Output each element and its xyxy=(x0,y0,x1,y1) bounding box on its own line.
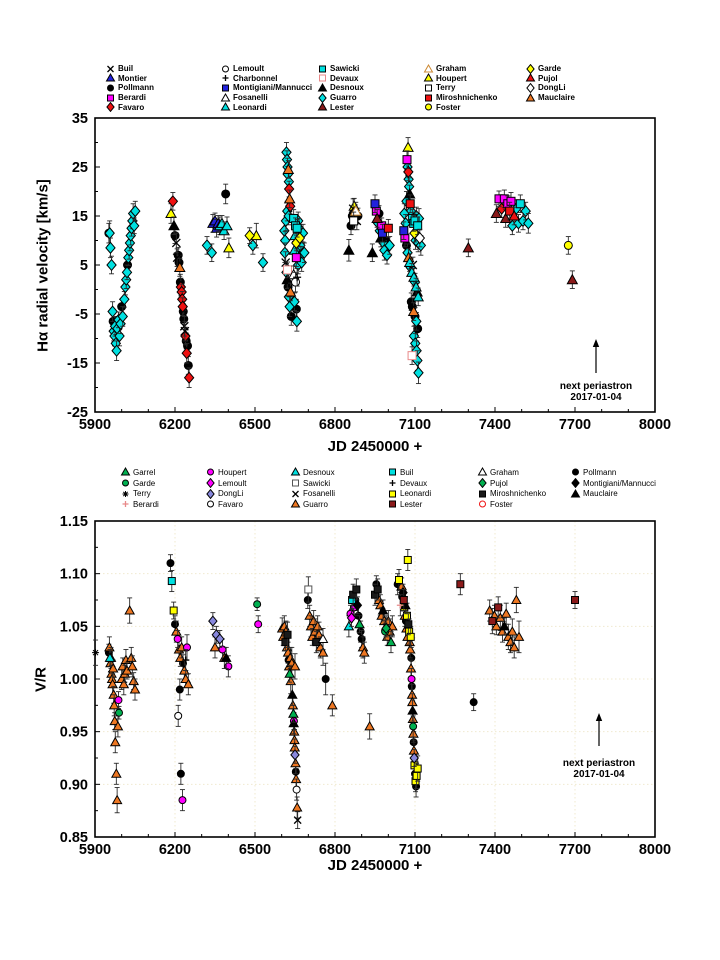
y-tick-label: -5 xyxy=(75,307,88,323)
legend-item-pujol xyxy=(477,478,546,489)
legend-label: Garrel xyxy=(133,467,156,477)
legend-item-montigianimannucci xyxy=(570,478,656,489)
vr-x-axis-title: JD 2450000 + xyxy=(327,857,423,874)
legend-item-guarro xyxy=(290,499,335,510)
legend-item-devaux xyxy=(387,478,431,489)
y-tick-label: 25 xyxy=(71,160,88,176)
asterisk-marker-icon xyxy=(120,489,132,499)
triangle-marker-icon xyxy=(317,83,329,93)
legend-item-graham xyxy=(423,64,497,74)
x-tick-label: 7400 xyxy=(478,417,512,433)
series-Terry xyxy=(92,640,99,665)
x-tick-label: 6500 xyxy=(238,842,272,858)
legend-item-terry xyxy=(120,488,159,499)
legend-label: Lester xyxy=(400,499,423,509)
legend-label: Lester xyxy=(330,102,355,112)
series-Favaro xyxy=(168,163,506,387)
x-tick-label: 8000 xyxy=(638,417,672,433)
y-tick-label: 0.95 xyxy=(59,724,88,741)
plus-marker-icon xyxy=(120,499,132,509)
square-marker-icon xyxy=(387,467,399,477)
legend-item-favaro xyxy=(105,102,154,112)
legend-label: Sawicki xyxy=(303,478,331,488)
legend-column xyxy=(317,64,364,112)
legend-item-montigianimannucci xyxy=(220,83,312,93)
legend-column xyxy=(220,64,312,112)
legend-label: Desnoux xyxy=(330,83,364,93)
legend-label: Favaro xyxy=(118,102,145,112)
x-tick-label: 7700 xyxy=(558,417,592,433)
legend-item-devaux xyxy=(317,74,364,84)
legend-item-garde xyxy=(525,64,575,74)
square-marker-icon xyxy=(290,478,302,488)
y-tick-label: -15 xyxy=(67,356,88,372)
legend-column xyxy=(105,64,154,112)
legend-label: Garde xyxy=(133,478,156,488)
plus-marker-icon xyxy=(387,478,399,488)
triangle-marker-icon xyxy=(290,499,302,509)
legend-label: Lemoult xyxy=(233,64,265,74)
y-tick-label: 0.90 xyxy=(59,777,88,794)
series-Guarro xyxy=(105,578,524,818)
y-tick-label: 5 xyxy=(79,258,88,274)
square-marker-icon xyxy=(423,93,435,103)
legend-label: Houpert xyxy=(218,467,247,477)
y-tick-label: 1.00 xyxy=(59,672,88,688)
legend-item-montier xyxy=(105,74,154,84)
legend-label: Terry xyxy=(436,83,456,93)
legend-label: Montigiani/Mannucci xyxy=(233,83,313,93)
legend-label: Miroshnichenko xyxy=(436,93,498,103)
legend-item-lester xyxy=(387,499,431,510)
legend-label: Terry xyxy=(133,489,151,499)
square-marker-icon xyxy=(477,489,489,499)
triangle-marker-icon xyxy=(423,73,435,83)
legend-item-miroshnichenko xyxy=(423,93,497,103)
series-Garrel xyxy=(285,616,395,722)
triangle-marker-icon xyxy=(220,102,232,112)
vr-plot xyxy=(0,455,720,885)
rv-x-axis-title: JD 2450000 + xyxy=(327,438,423,455)
triangle-marker-icon xyxy=(120,467,132,477)
y-tick-label: 1.05 xyxy=(59,619,88,636)
legend-item-buil xyxy=(387,467,431,478)
legend-item-terry xyxy=(423,83,497,93)
x-tick-label: 7100 xyxy=(398,842,432,858)
annotation-line1: next periastron xyxy=(559,381,633,392)
triangle-marker-icon xyxy=(423,64,435,74)
y-tick-label: -25 xyxy=(67,405,88,421)
triangle-marker-icon xyxy=(477,467,489,477)
legend-item-mauclaire xyxy=(570,488,656,499)
legend-item-graham xyxy=(477,467,546,478)
series-Mauclaire xyxy=(222,597,509,734)
legend-label: Montier xyxy=(118,73,147,83)
legend-label: Fosanelli xyxy=(303,489,336,499)
diamond-marker-icon xyxy=(205,489,217,499)
legend-label: Graham xyxy=(436,64,467,74)
legend-label: Pollmann xyxy=(118,83,155,93)
legend-item-pujol xyxy=(525,74,575,84)
legend-column xyxy=(387,467,431,510)
circle-marker-icon xyxy=(423,102,435,112)
vr-periastron-annotation xyxy=(529,758,669,780)
legend-item-garrel xyxy=(120,467,159,478)
legend-label: Sawicki xyxy=(330,64,360,74)
legend-label: Berardi xyxy=(133,499,159,509)
y-tick-label: 0.85 xyxy=(59,830,88,846)
square-marker-icon xyxy=(220,83,232,93)
square-marker-icon xyxy=(387,489,399,499)
legend-label: Pujol xyxy=(538,73,558,83)
legend-label: Houpert xyxy=(436,73,467,83)
legend-item-fosanelli xyxy=(290,488,335,499)
legend-item-pollmann xyxy=(570,467,656,478)
x-tick-label: 6800 xyxy=(318,417,352,433)
legend-column xyxy=(205,467,246,510)
x-tick-label: 7100 xyxy=(398,417,432,433)
triangle-marker-icon xyxy=(317,102,329,112)
triangle-marker-icon xyxy=(290,467,302,477)
circle-marker-icon xyxy=(205,467,217,477)
legend-item-lemoult xyxy=(220,64,312,74)
legend-label: DongLi xyxy=(218,489,244,499)
triangle-marker-icon xyxy=(570,489,582,499)
legend-label: Leonardi xyxy=(233,102,267,112)
vr-y-axis-title: V/R xyxy=(32,667,50,693)
legend-label: Pollmann xyxy=(583,467,617,477)
circle-marker-icon xyxy=(105,83,117,93)
x-tick-label: 6200 xyxy=(158,842,192,858)
y-tick-label: 35 xyxy=(71,111,88,127)
circle-marker-icon xyxy=(220,64,232,74)
legend-column xyxy=(120,467,159,510)
legend-item-desnoux xyxy=(290,467,335,478)
annotation-line2: 2017-01-04 xyxy=(570,392,622,403)
y-tick-label: 1.15 xyxy=(59,514,88,530)
legend-column xyxy=(570,467,656,499)
legend-label: Foster xyxy=(436,102,461,112)
legend-label: Leonardi xyxy=(400,489,432,499)
legend-item-leonardi xyxy=(387,488,431,499)
series-Guarro xyxy=(105,143,533,384)
legend-label: Guarro xyxy=(330,93,357,103)
legend-item-miroshnichenko xyxy=(477,488,546,499)
square-marker-icon xyxy=(317,73,329,83)
circle-marker-icon xyxy=(120,478,132,488)
series-Favaro xyxy=(175,705,300,800)
legend-label: DongLi xyxy=(538,83,566,93)
legend-item-mauclaire xyxy=(525,93,575,103)
legend-item-sawicki xyxy=(317,64,364,74)
legend-label: Favaro xyxy=(218,499,243,509)
legend-item-favaro xyxy=(205,499,246,510)
x-tick-label: 6200 xyxy=(158,417,192,433)
square-marker-icon xyxy=(423,83,435,93)
square-marker-icon xyxy=(317,64,329,74)
series-Devaux xyxy=(284,262,417,364)
x-tick-label: 7700 xyxy=(558,842,592,858)
annotation-line1: next periastron xyxy=(562,758,636,769)
legend-label: Desnoux xyxy=(303,467,335,477)
legend-item-buil xyxy=(105,64,154,74)
legend-item-pollmann xyxy=(105,83,154,93)
rv-y-axis-title: Hα radial velocity [km/s] xyxy=(34,179,52,352)
x-tick-label: 5900 xyxy=(78,417,112,433)
x-tick-label: 6500 xyxy=(238,417,272,433)
legend-label: Mauclaire xyxy=(583,489,618,499)
legend-label: Devaux xyxy=(400,478,428,488)
triangle-marker-icon xyxy=(525,93,537,103)
legend-label: Graham xyxy=(490,467,519,477)
circle-marker-icon xyxy=(570,467,582,477)
legend-label: Miroshnichenko xyxy=(490,489,547,499)
legend-column xyxy=(290,467,335,510)
plus-marker-icon xyxy=(220,73,232,83)
legend-item-dongli xyxy=(525,83,575,93)
x-tick-label: 6800 xyxy=(318,842,352,858)
legend-label: Berardi xyxy=(118,93,147,103)
legend-item-houpert xyxy=(423,74,497,84)
diamond-marker-icon xyxy=(525,64,537,74)
circle-marker-icon xyxy=(477,499,489,509)
annotation-line2: 2017-01-04 xyxy=(573,769,625,780)
triangle-marker-icon xyxy=(105,73,117,83)
legend-item-desnoux xyxy=(317,83,364,93)
legend-label: Mauclaire xyxy=(538,93,575,103)
series-Houpert xyxy=(115,599,415,811)
x-tick-label: 8000 xyxy=(638,842,672,858)
x-tick-label: 5900 xyxy=(78,842,112,858)
legend-label: Charbonnel xyxy=(233,73,278,83)
y-tick-label: 15 xyxy=(71,209,88,225)
square-marker-icon xyxy=(105,93,117,103)
legend-label: Buil xyxy=(400,467,414,477)
legend-item-berardi xyxy=(105,93,154,103)
diamond-marker-icon xyxy=(205,478,217,488)
legend-item-foster xyxy=(477,499,546,510)
legend-label: Devaux xyxy=(330,73,359,83)
y-tick-label: 1.10 xyxy=(59,566,88,583)
legend-item-dongli xyxy=(205,488,246,499)
legend-label: Pujol xyxy=(490,478,508,488)
x-tick-label: 7400 xyxy=(478,842,512,858)
legend-item-berardi xyxy=(120,499,159,510)
xcross-marker-icon xyxy=(290,489,302,499)
diamond-marker-icon xyxy=(317,93,329,103)
legend-item-guarro xyxy=(317,93,364,103)
legend-label: Buil xyxy=(118,64,134,74)
legend-label: Guarro xyxy=(303,499,328,509)
legend-label: Lemoult xyxy=(218,478,247,488)
circle-marker-icon xyxy=(205,499,217,509)
periastron-arrow xyxy=(593,339,599,373)
series-Garde xyxy=(116,598,417,737)
legend-item-houpert xyxy=(205,467,246,478)
series-Buil xyxy=(168,571,355,609)
diamond-marker-icon xyxy=(477,478,489,488)
legend-column xyxy=(423,64,497,112)
legend-label: Montigiani/Mannucci xyxy=(583,478,656,488)
diamond-marker-icon xyxy=(570,478,582,488)
legend-item-lester xyxy=(317,102,364,112)
series-Foster xyxy=(564,237,572,255)
periastron-arrow xyxy=(596,713,602,746)
xcross-marker-icon xyxy=(105,64,117,74)
triangle-marker-icon xyxy=(220,93,232,103)
diamond-marker-icon xyxy=(105,102,117,112)
legend-item-leonardi xyxy=(220,102,312,112)
triangle-marker-icon xyxy=(525,73,537,83)
legend-item-garde xyxy=(120,478,159,489)
legend-item-lemoult xyxy=(205,478,246,489)
legend-column xyxy=(477,467,546,510)
rv-periastron-annotation xyxy=(526,381,666,403)
legend-label: Fosanelli xyxy=(233,93,268,103)
legend-label: Garde xyxy=(538,64,562,74)
legend-item-foster xyxy=(423,102,497,112)
square-marker-icon xyxy=(387,499,399,509)
legend-item-charbonnel xyxy=(220,74,312,84)
legend-item-sawicki xyxy=(290,478,335,489)
legend-column xyxy=(525,64,575,102)
diamond-marker-icon xyxy=(525,83,537,93)
series-Fosanelli xyxy=(294,812,301,829)
legend-item-fosanelli xyxy=(220,93,312,103)
legend-label: Foster xyxy=(490,499,513,509)
